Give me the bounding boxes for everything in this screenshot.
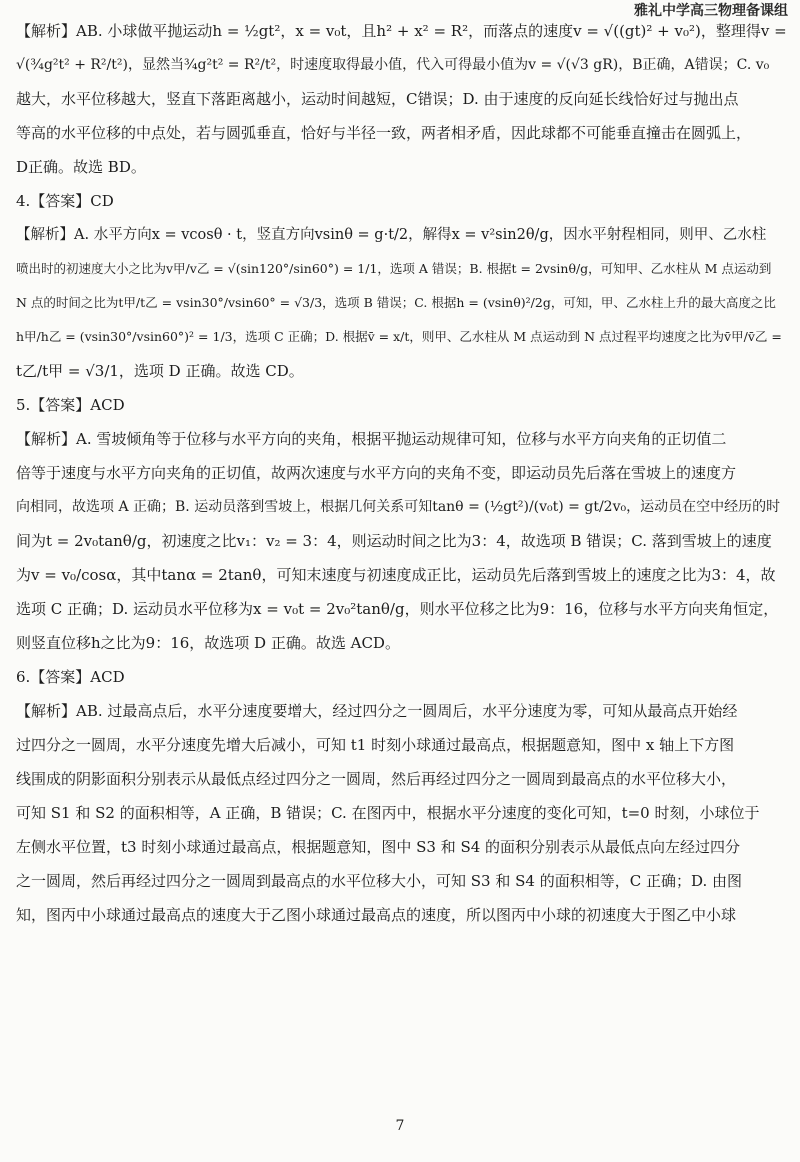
text-line: 之一圆周，然后再经过四分之一圆周到最高点的水平位移大小，可知 S3 和 S4 的面积相等，C 正确；D. 由图 <box>16 872 742 890</box>
text-line: 等高的水平位移的中点处，若与圆弧垂直，恰好与半径一致，两者相矛盾，因此球都不可能垂直撞击在圆弧上， <box>16 124 752 142</box>
text-line: 为v = v₀/cosα，其中tanα = 2tanθ，可知末速度与初速度成正比，运动员先后落到雪坡上的速度之比为3：4，故 <box>16 566 776 584</box>
text-line: 越大，水平位移越大，竖直下落距离越小，运动时间越短，C错误；D. 由于速度的反向延长线恰好过与抛出点 <box>16 90 739 108</box>
text-line: 喷出时的初速度大小之比为v甲/v乙 = √(sin120°/sin60°) = 1/1，选项 A 错误；B. 根据t = 2vsinθ/g，可知甲、乙水柱从 M 点运动到 <box>16 261 772 276</box>
text-line: D正确。故选 BD。 <box>16 158 146 176</box>
q6-answer: 6.【答案】ACD <box>16 668 125 686</box>
document-body <box>16 14 788 932</box>
q5-answer: 5.【答案】ACD <box>16 396 125 414</box>
text-line: 线围成的阴影面积分别表示从最低点经过四分之一圆周，然后再经过四分之一圆周到最高点的水平位移大小， <box>16 770 737 788</box>
q5-analysis <box>16 422 788 660</box>
text-line: 知，图丙中小球通过最高点的速度大于乙图小球通过最高点的速度，所以图丙中小球的初速度大于图乙中小球 <box>16 906 737 924</box>
text-line: 则竖直位移h之比为9：16，故选项 D 正确。故选 ACD。 <box>16 634 400 652</box>
text-line: √(¾g²t² + R²/t²)，显然当¾g²t² = R²/t²，时速度取得最小值，代入可得最小值为v = √(√3 gR)，B正确，A错误；C. v₀ <box>16 57 770 73</box>
q6-analysis <box>16 694 788 932</box>
q3-analysis <box>16 14 788 184</box>
text-line: 倍等于速度与水平方向夹角的正切值，故两次速度与水平方向的夹角不变，即运动员先后落在雪坡上的速度方 <box>16 464 737 482</box>
text-line: 左侧水平位置，t3 时刻小球通过最高点，根据题意知，图中 S3 和 S4 的面积分别表示从最低点向左经过四分 <box>16 838 741 856</box>
text-line: N 点的时间之比为t甲/t乙 = vsin30°/vsin60° = √3/3，选项 B 错误；C. 根据h = (vsinθ)²/2g，可知，甲、乙水柱上升的最大高度之比 <box>16 295 776 310</box>
text-line: 向相同，故选项 A 正确；B. 运动员落到雪坡上，根据几何关系可知tanθ = (½gt²)/(v₀t) = gt/2v₀，运动员在空中经历的时 <box>16 499 781 515</box>
text-line: 【解析】A. 雪坡倾角等于位移与水平方向的夹角，根据平抛运动规律可知，位移与水平方向夹角的正切值二 <box>16 430 727 448</box>
q4-analysis <box>16 218 788 388</box>
text-line: t乙/t甲 = √3/1，选项 D 正确。故选 CD。 <box>16 362 304 380</box>
text-line: 【解析】AB. 过最高点后，水平分速度要增大，经过四分之一圆周后，水平分速度为零，可知从最高点开始经 <box>16 702 738 720</box>
header-title: 雅礼中学高三物理备课组 <box>634 3 788 19</box>
text-line: 间为t = 2v₀tanθ/g，初速度之比v₁：v₂ = 3：4，则运动时间之比为3：4，故选项 B 错误；C. 落到雪坡上的速度 <box>16 532 772 550</box>
text-line: 【解析】A. 水平方向x = vcosθ · t，竖直方向vsinθ = g·t/2，解得x = v²sin2θ/g，因水平射程相同，则甲、乙水柱 <box>16 227 767 243</box>
text-line: 可知 S1 和 S2 的面积相等，A 正确，B 错误；C. 在图丙中，根据水平分速度的变化可知，t=0 时刻，小球位于 <box>16 804 760 822</box>
page-number: 7 <box>395 1118 405 1134</box>
text-line: h甲/h乙 = (vsin30°/vsin60°)² = 1/3，选项 C 正确；D. 根据v̄ = x/t，则甲、乙水柱从 M 点运动到 N 点过程平均速度之比为v̄甲/v̄乙 = <box>16 329 782 344</box>
text-line: 过四分之一圆周，水平分速度先增大后减小，可知 t1 时刻小球通过最高点，根据题意知，图中 x 轴上下方图 <box>16 736 735 754</box>
q4-answer: 4.【答案】CD <box>16 192 114 210</box>
text-line: 选项 C 正确；D. 运动员水平位移为x = v₀t = 2v₀²tanθ/g，则水平位移之比为9：16，位移与水平方向夹角恒定， <box>16 600 779 618</box>
text-line: 【解析】AB. 小球做平抛运动h = ½gt²，x = v₀t，且h² + x² = R²，而落点的速度v = √((gt)² + v₀²)，整理得v = <box>16 22 787 40</box>
